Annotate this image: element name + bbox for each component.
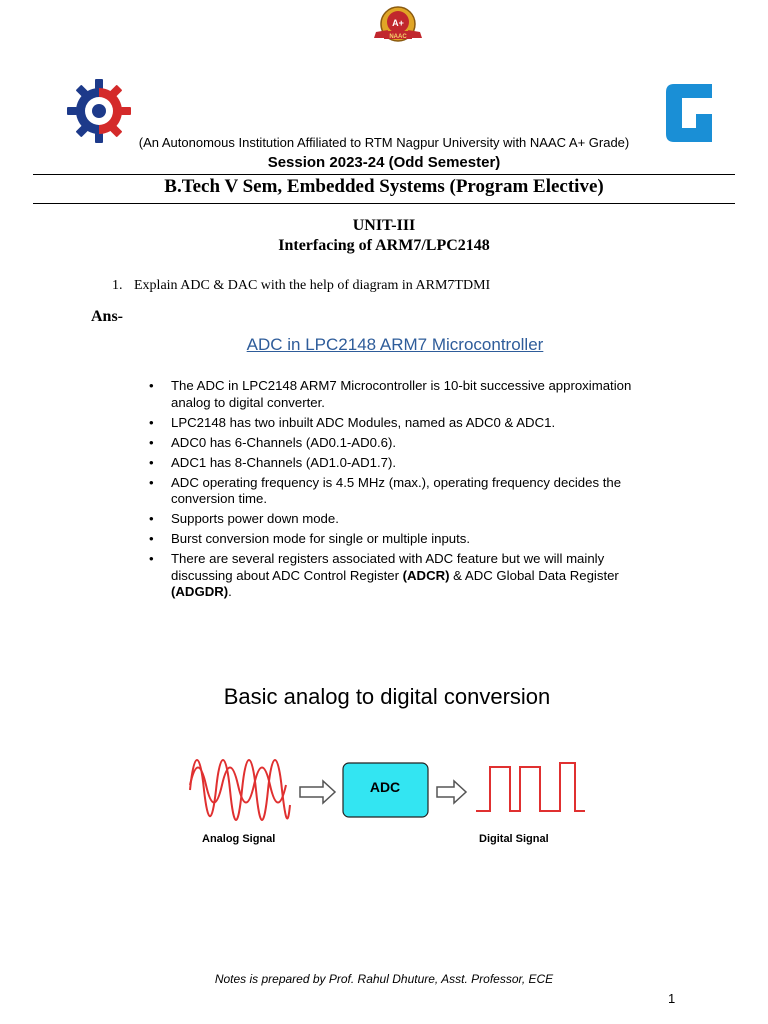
footer-note: Notes is prepared by Prof. Rahul Dhuture, Asst. Professor, ECE [214, 972, 554, 986]
diagram-title: Basic analog to digital conversion [223, 684, 551, 709]
bullet-dot-icon: • [149, 474, 154, 490]
bullet-item: • Burst conversion mode for single or multiple inputs. [149, 531, 471, 546]
bullet-dot-icon: • [149, 511, 154, 526]
question-number: 1. [112, 278, 123, 293]
bullet-dot-icon: • [149, 434, 154, 450]
session-line: Session 2023-24 (Odd Semester) [267, 154, 501, 171]
program-title: B.Tech V Sem, Embedded Systems (Program Elective) [164, 176, 604, 197]
bullet-item: • There are several registers associated with ADC feature but we will mainly discussing about ADC Control Register (ADCR) & ADC Global Data Register (ADGDR). [149, 551, 619, 599]
adc-block-label: ADC [369, 779, 401, 795]
answer-label: Ans- [91, 308, 124, 325]
slide-title: ADC in LPC2148 ARM7 Microcontroller [246, 335, 544, 354]
page-number: 1 [668, 991, 676, 1006]
bullet-dot-icon: • [149, 551, 154, 566]
bullet-item: • ADC operating frequency is 4.5 MHz (max.), operating frequency decides the conversion time. [149, 474, 622, 506]
bullet-item: • Supports power down mode. [149, 511, 339, 526]
digital-signal-label: Digital Signal [479, 833, 549, 845]
bullet-dot-icon: • [149, 414, 154, 430]
header-divider-top [33, 174, 735, 175]
question-text: Explain ADC & DAC with the help of diagram in ARM7TDMI [134, 278, 491, 293]
bullet-dot-icon: • [149, 378, 154, 393]
bullet-item: • The ADC in LPC2148 ARM7 Microcontroller is 10-bit successive approximation analog to digital converter. [149, 378, 632, 410]
brand-g-logo [666, 84, 712, 142]
arrow-right-icon [300, 781, 335, 803]
bullet-item: • LPC2148 has two inbuilt ADC Modules, named as ADC0 & ADC1. [149, 414, 556, 430]
naac-badge-logo [370, 4, 426, 46]
digital-signal-wave [476, 763, 585, 811]
affiliation-line: (An Autonomous Institution Affiliated to RTM Nagpur University with NAAC A+ Grade) [138, 135, 630, 150]
analog-signal-label: Analog Signal [202, 833, 276, 845]
slide-bullet-list [146, 378, 646, 604]
bullet-item: • ADC1 has 8-Channels (AD1.0-AD1.7). [149, 454, 397, 470]
adgdr-register: (ADGDR) [171, 584, 229, 599]
header-divider-bottom [33, 203, 735, 204]
adcr-register: (ADCR) [402, 567, 450, 583]
question-item [112, 278, 490, 294]
bullet-dot-icon: • [149, 454, 154, 470]
bullet-dot-icon: • [149, 531, 154, 546]
unit-title: UNIT-III [352, 217, 416, 234]
naac-text: NAAC [389, 34, 407, 40]
bullet-item: • ADC0 has 6-Channels (AD0.1-AD0.6). [149, 434, 397, 450]
unit-topic: Interfacing of ARM7/LPC2148 [278, 237, 490, 254]
arrow-right-icon [437, 781, 466, 803]
naac-grade-text: A+ [392, 18, 404, 28]
